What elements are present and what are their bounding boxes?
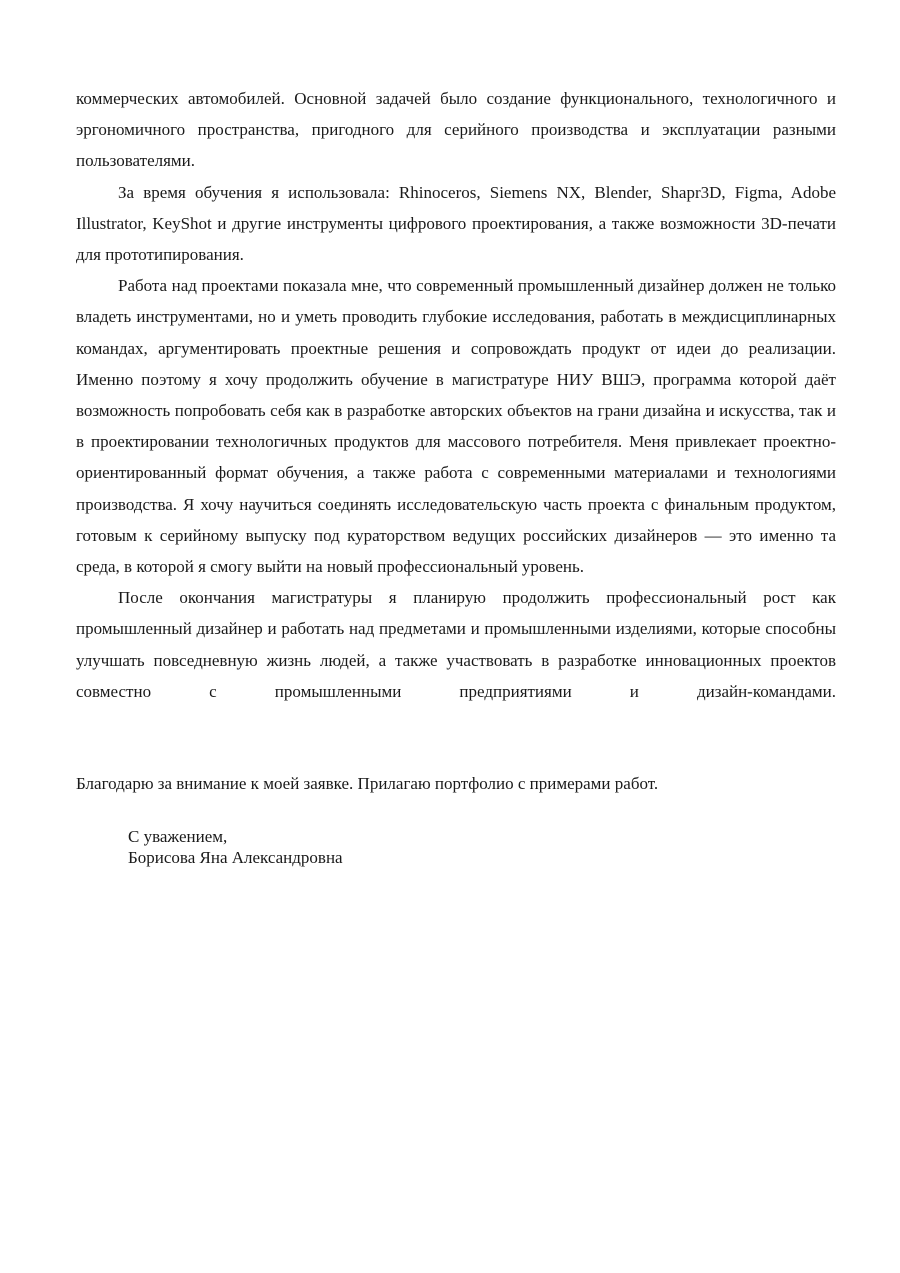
paragraph-continuation: коммерческих автомобилей. Основной задачей было создание функционального, технологичного и эргономичного пространства, пригодного для серийного производства и эксплуатации разными пользователями. [76,89,836,171]
paragraph-software: За время обучения я использовала: Rhinoceros, Siemens NX, Blender, Shapr3D, Figma, Adobe Illustrator, KeyShot и другие инструменты цифрового проектирования, а также возможности 3D-печати для прототипирования. [76,182,836,265]
paragraph-plans: После окончания магистратуры я планирую продолжить профессиональный рост как промышленный дизайнер и работать над предметами и промышленными изделиями, которые способны улучшать повседневную жизнь людей, а также участвовать в разработке инновационных проектов совместно с промышленными предприятиями и дизайн-командами. [76,588,836,701]
paragraph-motivation: Работа над проектами показала мне, что современный промышленный дизайнер должен не только владеть инструментами, но и уметь проводить глубокие исследования, работать в междисциплинарных командах, аргументировать проектные решения и сопровождать продукт от идеи до реализации. Именно поэтому я хочу продолжить обучение в магистратуре НИУ ВШЭ, программа которой даёт возможность попробовать себя как в разработке авторских объектов на грани дизайна и искусства, так и в проектировании технологичных продуктов для массового потребителя. Меня привлекает проектно-ориентированный формат обучения, а также работа с современными материалами и технологиями производства. Я хочу научиться соединять исследовательскую часть проекта с финальным продуктом, готовым к серийному выпуску под кураторством ведущих российских дизайнеров — это именно та среда, в которой я смогу выйти на новый профессиональный уровень. [76,276,836,577]
signature-name: Борисова Яна Александровна [128,848,343,867]
letter-body [76,83,836,707]
closing-block [128,826,343,868]
salutation: С уважением, [128,827,228,846]
thanks-line: Благодарю за внимание к моей заявке. Прилагаю портфолио с примерами работ. [76,774,659,793]
